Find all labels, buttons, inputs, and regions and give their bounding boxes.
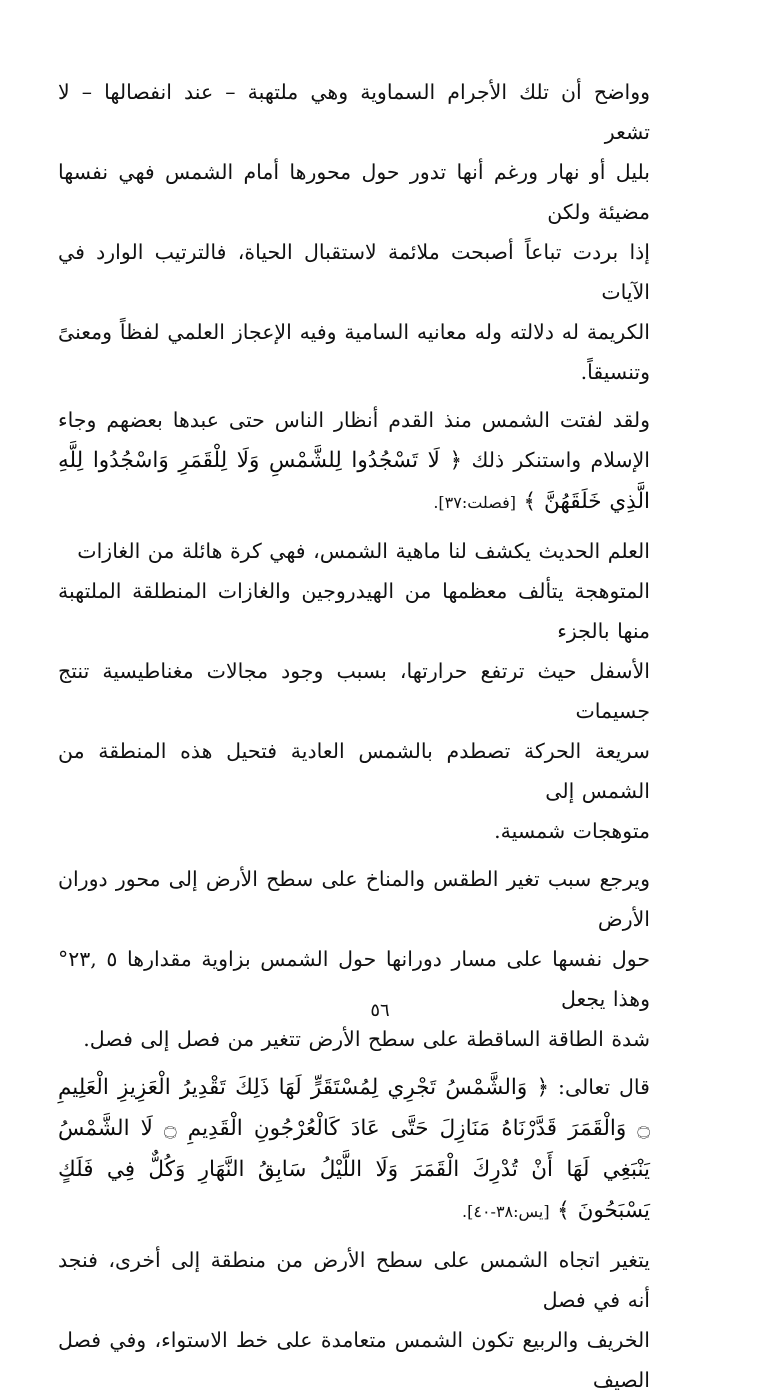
- text-line: الكريمة له دلالته وله معانيه السامية وفيه الإعجاز العلمي لفظاً ومعنىً وتنسيقاً.: [58, 320, 650, 384]
- verse-reference: [فصلت:٣٧].: [433, 493, 516, 512]
- text-line: شدة الطاقة الساقطة على سطح الأرض تتغير من فصل إلى فصل.: [83, 1027, 650, 1051]
- text-line: وواضح أن تلك الأجرام السماوية وهي ملتهبة – عند انفصالها – لا تشعر: [58, 80, 650, 144]
- quran-verse: ﴿ لَا تَسْجُدُوا لِلشَّمْسِ وَلَا لِلْقَمَرِ وَاسْجُدُوا لِلَّهِ الَّذِي خَلَقَهُنَّ ﴾: [58, 448, 650, 514]
- quran-verse: ﴿ وَالشَّمْسُ تَجْرِي لِمُسْتَقَرٍّ لَهَا ذَلِكَ تَقْدِيرُ الْعَزِيزِ الْعَلِيمِ ۝ وَالْقَمَرَ قَدَّرْنَاهُ مَنَازِلَ حَتَّى عَادَ كَالْعُرْجُونِ الْقَدِيمِ ۝ لَا الشَّمْسُ يَنْبَغِي لَهَا أَنْ تُدْرِكَ الْقَمَرَ وَلَا اللَّيْلُ سَابِقُ النَّهَارِ وَكُلٌّ فِي فَلَكٍ يَسْبَحُونَ ﴾: [58, 1075, 650, 1223]
- verse-reference: [يس:٣٨-٤٠].: [462, 1202, 550, 1221]
- text-line: ويرجع سبب تغير الطقس والمناخ على سطح الأرض إلى محور دوران الأرض: [58, 867, 650, 931]
- paragraph-intro: ولقد لفتت الشمس منذ القدم أنظار الناس حتى عبدها بعضهم وجاء الإسلام واستنكر ذلك: [58, 408, 650, 472]
- paragraph-sun-worship: [58, 400, 650, 523]
- text-line: إذا بردت تباعاً أصبحت ملائمة لاستقبال الحياة، فالترتيب الوارد في الآيات: [58, 240, 650, 304]
- text-line: الخريف والربيع تكون الشمس متعامدة على خط الاستواء، وفي فصل الصيف: [58, 1328, 650, 1392]
- paragraph-yasin-verse: [58, 1067, 650, 1232]
- paragraph-celestial-bodies: [58, 72, 650, 392]
- text-line: بليل أو نهار ورغم أنها تدور حول محورها أمام الشمس فهي نفسها مضيئة ولكن: [58, 160, 650, 224]
- page-body: [58, 72, 650, 1400]
- text-line: العلم الحديث يكشف لنا ماهية الشمس، فهي كرة هائلة من الغازات: [77, 539, 650, 563]
- paragraph-intro: قال تعالى:: [558, 1075, 650, 1099]
- text-line: المتوهجة يتألف معظمها من الهيدروجين والغازات المنطلقة الملتهبة منها بالجزء: [58, 579, 650, 643]
- paragraph-climate: [58, 859, 650, 1059]
- text-line: الأسفل حيث ترتفع حرارتها، بسبب وجود مجالات مغناطيسية تنتج جسيمات: [58, 659, 650, 723]
- text-line: متوهجات شمسية.: [494, 819, 650, 843]
- text-line: يتغير اتجاه الشمس على سطح الأرض من منطقة إلى أخرى، فنجد أنه في فصل: [58, 1248, 650, 1312]
- paragraph-modern-science: [58, 531, 650, 851]
- text-line: سريعة الحركة تصطدم بالشمس العادية فتحيل هذه المنطقة من الشمس إلى: [58, 739, 650, 803]
- page-number: ٥٦: [370, 1000, 390, 1021]
- paragraph-seasons: [58, 1240, 650, 1400]
- text-line: حول نفسها على مسار دورانها حول الشمس بزاوية مقدارها ٥ ,٢٣° وهذا يجعل: [58, 947, 650, 1011]
